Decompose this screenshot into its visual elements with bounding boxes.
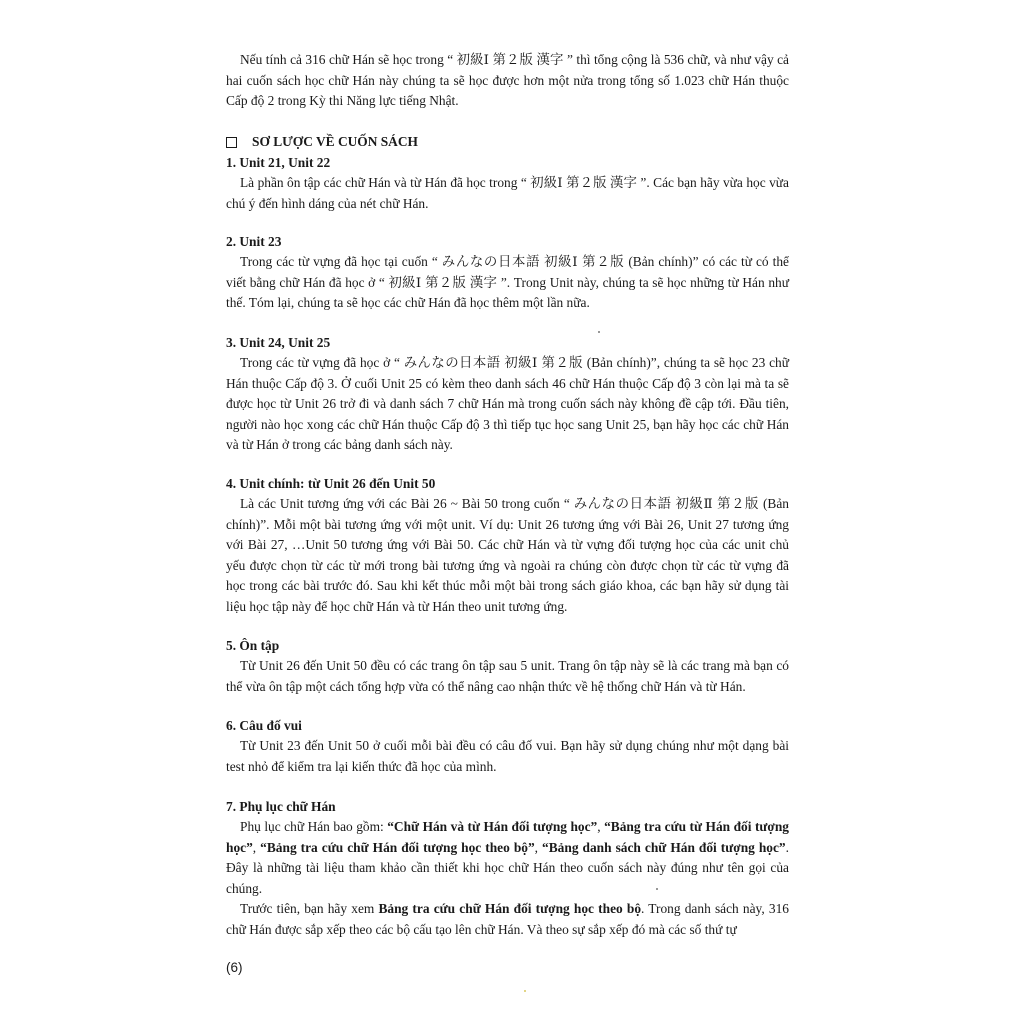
section-7-paragraph-1 <box>226 817 789 899</box>
section-6-heading: 6. Câu đố vui <box>226 718 302 733</box>
p1-bold-1: “Chữ Hán và từ Hán đối tượng học” <box>387 819 598 834</box>
section-1-paragraph: Là phần ôn tập các chữ Hán và từ Hán đã học trong “ 初級Ⅰ 第２版 漢字 ”. Các bạn hãy vừa học vừa chú ý đến hình dáng của nét chữ Hán. <box>226 175 789 211</box>
scan-speck <box>598 331 600 333</box>
section-7-heading: 7. Phụ lục chữ Hán <box>226 799 336 814</box>
section-2-paragraph: Trong các từ vựng đã học tại cuốn “ みんなの日本語 初級Ⅰ 第２版 (Bản chính)” có các từ có thể viết bằng chữ Hán đã học ở “ 初級Ⅰ 第２版 漢字 ”. Trong Unit này, chúng ta sẽ học những từ Hán như thế. Tóm lại, chúng ta sẽ học các chữ Hán đã học thêm một lần nữa. <box>226 254 789 311</box>
section-4-heading: 4. Unit chính: từ Unit 26 đến Unit 50 <box>226 476 436 491</box>
section-4-paragraph: Là các Unit tương ứng với các Bài 26 ~ Bài 50 trong cuốn “ みんなの日本語 初級Ⅱ 第２版 (Bản chính)”. Mỗi một bài tương ứng với một unit. Ví dụ: Unit 26 tương ứng với Bài 26, Unit 27 tương ứng với Bài 27, …Unit 50 tương ứng với Bài 50. Các chữ Hán và từ vựng đối tượng học của các unit chủ yếu được chọn từ các từ mới trong bài tương ứng và ngoài ra chúng còn được chọn từ các từ vựng đã học trong các bài trước đó. Sau khi kết thúc mỗi một bài trong sách giáo khoa, các bạn hãy sử dụng tài liệu học tập này để học chữ Hán và từ Hán theo unit tương ứng. <box>226 496 789 614</box>
section-2-heading: 2. Unit 23 <box>226 234 282 249</box>
section-6-paragraph: Từ Unit 23 đến Unit 50 ở cuối mỗi bài đều có câu đố vui. Bạn hãy sử dụng chúng như một dạng bài test nhỏ để kiểm tra lại kiến thức đã học của mình. <box>226 738 789 774</box>
p2-bold: Bảng tra cứu chữ Hán đối tượng học theo bộ <box>378 901 642 916</box>
section-5-paragraph: Từ Unit 26 đến Unit 50 đều có các trang ôn tập sau 5 unit. Trang ôn tập này sẽ là các trang mà bạn có thể vừa ôn tập một cách tổng hợp vừa có thể nâng cao nhận thức về hệ thống chữ Hán và từ Hán. <box>226 658 789 694</box>
p1-bold-3: “Bảng tra cứu chữ Hán đối tượng học theo bộ” <box>260 839 535 855</box>
section-5-heading: 5. Ôn tập <box>226 638 280 653</box>
p1-text-d: . Đây là những tài liệu tham khảo cần thiết khi học chữ Hán theo cuốn sách này đúng như tên gọi của chúng. <box>226 839 789 896</box>
p1-text-c1: , <box>597 819 605 834</box>
checkbox-icon <box>226 137 237 148</box>
p2-text-c: . Trong danh sách này, 316 chữ Hán được sắp xếp theo các bộ cấu tạo lên chữ Hán. Và theo sự sắp xếp đó mà các số thứ tự <box>226 901 789 937</box>
p1-bold-2: “Bảng tra cứu từ Hán đối tượng học” <box>226 819 789 855</box>
p1-text-a: Phụ lục chữ Hán bao gồm: <box>240 819 388 834</box>
overview-title <box>226 132 418 152</box>
scan-speck <box>656 888 658 890</box>
section-3-heading: 3. Unit 24, Unit 25 <box>226 335 331 350</box>
page-number: (6) <box>226 960 243 975</box>
p1-text-c2: , <box>252 839 261 855</box>
section-1-heading: 1. Unit 21, Unit 22 <box>226 155 331 170</box>
section-3-paragraph: Trong các từ vựng đã học ở “ みんなの日本語 初級Ⅰ 第２版 (Bản chính)”, chúng ta sẽ học 23 chữ Hán thuộc Cấp độ 3. Ở cuối Unit 25 có kèm theo danh sách 46 chữ Hán thuộc Cấp độ 3 còn lại mà ta sẽ được học từ Unit 26 trở đi và danh sách 7 chữ Hán mà trong cuốn sách này không đề cập tới. Đầu tiên, người nào học xong các chữ Hán thuộc Cấp độ 3 thì tiếp tục học sang Unit 25, bạn hãy học các chữ Hán và từ Hán ở trong các bảng danh sách này. <box>226 355 789 453</box>
overview-title-text: SƠ LƯỢC VỀ CUỐN SÁCH <box>252 134 418 149</box>
p2-text-a: Trước tiên, bạn hãy xem <box>240 901 379 916</box>
scan-speck <box>524 990 526 992</box>
p1-bold-4: “Bảng danh sách chữ Hán đối tượng học” <box>542 839 786 855</box>
section-7-paragraph-2 <box>226 899 789 940</box>
p1-text-c3: , <box>534 839 543 855</box>
intro-paragraph: Nếu tính cả 316 chữ Hán sẽ học trong “ 初級Ⅰ 第２版 漢字 ” thì tổng cộng là 536 chữ, và như vậy cả hai cuốn sách học chữ Hán này chúng ta sẽ học được hơn một nửa trong tổng số 1.023 chữ Hán thuộc Cấp độ 2 trong Kỳ thi Năng lực tiếng Nhật. <box>226 52 789 109</box>
